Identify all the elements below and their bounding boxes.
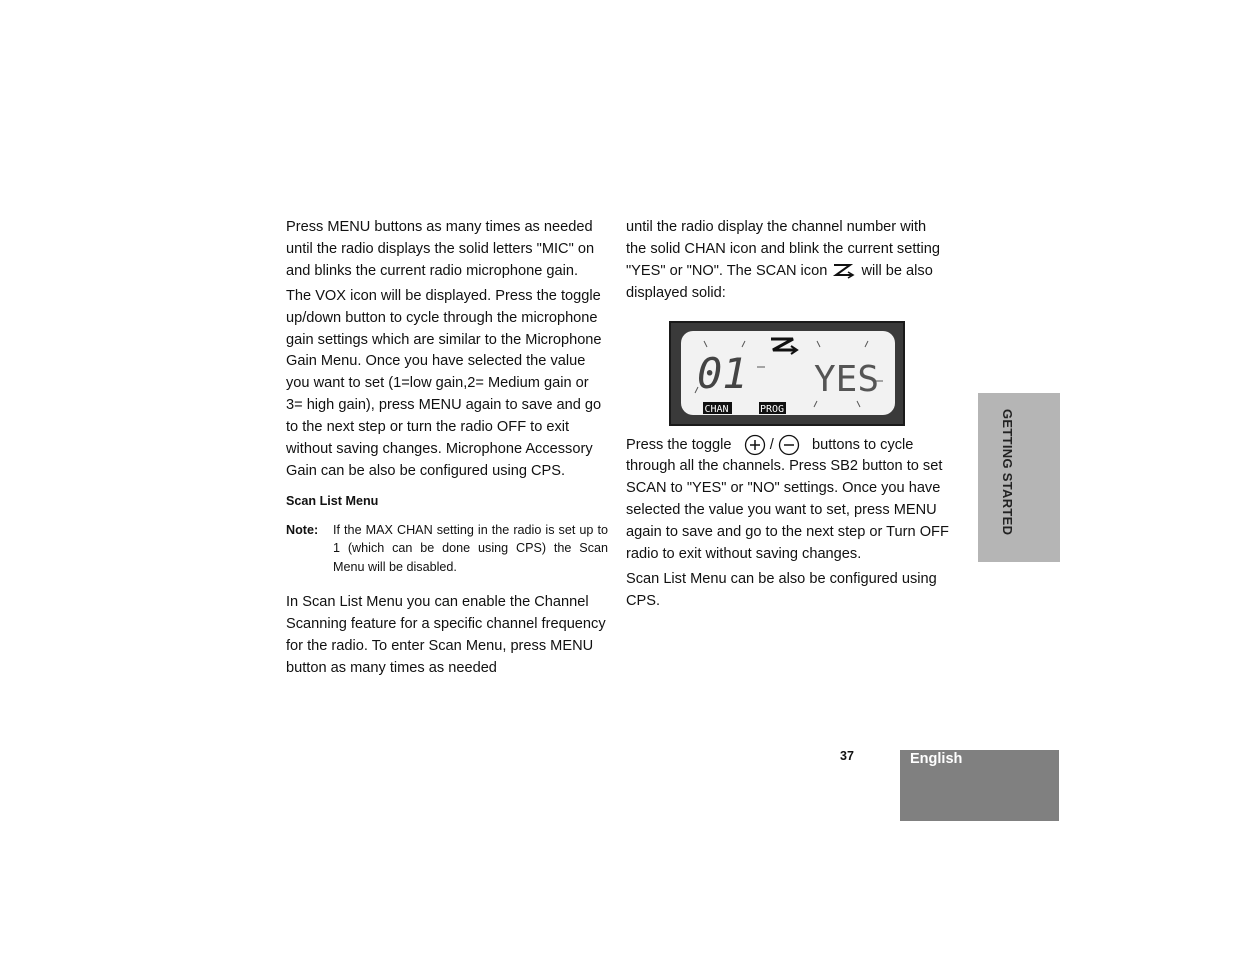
intro-paragraph: Press MENU buttons as many times as needed until the radio displays the solid letters "MIC" on and blinks the current radio microphone gain. xyxy=(286,219,595,279)
toggle-text-start: Press the toggle xyxy=(626,436,732,453)
right-column xyxy=(626,217,950,616)
language-tab-label: English xyxy=(910,751,963,767)
note-label: Note: xyxy=(286,522,319,537)
lcd-chan-label: CHAN xyxy=(704,403,729,415)
section-side-tab-label: GETTING STARTED xyxy=(1000,409,1015,536)
scan-icon xyxy=(831,262,857,280)
vox-paragraph: The VOX icon will be displayed. Press the toggle up/down button to cycle through the microphone gain settings which are similar to the Microphone Gain Menu. Once you have selected the value you want to set (1=low gain,2= Medium gain or 3= high gain), press MENU again to save and go to the next step or turn the radio OFF to exit without saving changes. Microphone Accessory Gain can be also be configured using CPS. xyxy=(286,287,602,479)
note-block xyxy=(286,521,608,577)
section-heading: Scan List Menu xyxy=(286,493,379,508)
page-number: 37 xyxy=(840,749,854,763)
lcd-channel-number: 01 xyxy=(697,348,748,398)
section-side-tab xyxy=(978,393,1060,562)
lcd-setting-value: YES xyxy=(814,358,880,400)
plus-button-icon xyxy=(744,434,766,456)
scan-display-text-end: will be also displayed solid: xyxy=(626,262,933,301)
toggle-text-end: buttons to cycle through all the channels. Press SB2 button to set SCAN to "YES" or "NO" settings. Once you have selected the value you want to set, press MENU again to save and go to the next step or Turn OFF radio to exit without saving changes. xyxy=(626,436,949,563)
language-tab xyxy=(900,750,1059,821)
scan-display-text: until the radio display the channel number with the solid CHAN icon and blink the current setting "YES" or "NO". The SCAN icon xyxy=(626,219,940,279)
toggle-separator: / xyxy=(769,436,774,453)
scan-intro-paragraph: In Scan List Menu you can enable the Channel Scanning feature for a specific channel frequency for the radio. To enter Scan Menu, press MENU button as many times as needed xyxy=(286,594,606,677)
lcd-display xyxy=(669,321,905,426)
left-column xyxy=(286,217,608,683)
lcd-prog-label: PROG xyxy=(760,403,785,415)
minus-button-icon xyxy=(778,434,800,456)
cps-paragraph: Scan List Menu can be also be configured using CPS. xyxy=(626,570,937,609)
scan-display-paragraph xyxy=(626,217,950,305)
note-text: If the MAX CHAN setting in the radio is set up to 1 (which can be done using CPS) the Scan Menu will be disabled. xyxy=(333,522,608,574)
toggle-paragraph xyxy=(626,434,950,566)
